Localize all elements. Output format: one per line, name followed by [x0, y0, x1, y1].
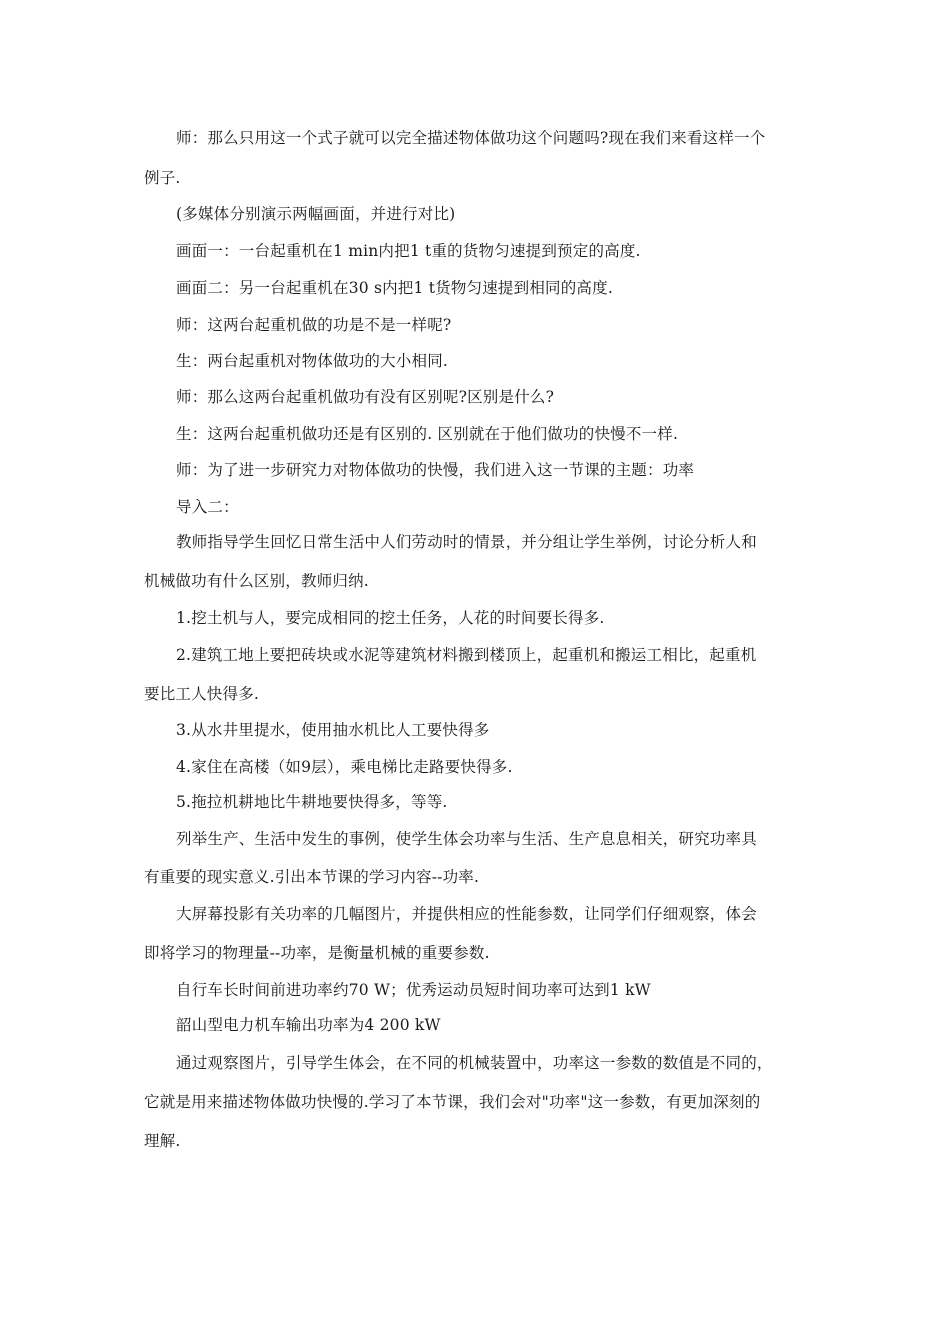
text-line: 师：这两台起重机做的功是不是一样呢?	[176, 316, 452, 334]
text-line: 机械做功有什么区别，教师归纳.	[144, 572, 369, 590]
text-line: 画面二：另一台起重机在30 s内把1 t货物匀速提到相同的高度.	[176, 279, 613, 297]
text-line: 生：两台起重机对物体做功的大小相同.	[176, 352, 449, 370]
text-line: 师：那么只用这一个式子就可以完全描述物体做功这个问题吗?现在我们来看这样一个	[176, 129, 766, 147]
text-line: 韶山型电力机车输出功率为4 200 kW	[176, 1016, 441, 1034]
text-line: 理解.	[144, 1132, 181, 1150]
text-line: 4.家住在高楼（如9层），乘电梯比走路要快得多.	[176, 758, 513, 776]
text-line: 它就是用来描述物体做功快慢的.学习了本节课，我们会对"功率"这一参数，有更加深刻的	[144, 1093, 761, 1111]
text-line: 即将学习的物理量--功率，是衡量机械的重要参数.	[144, 944, 490, 962]
text-line: 自行车长时间前进功率约70 W；优秀运动员短时间功率可达到1 kW	[176, 981, 651, 999]
text-line: 画面一：一台起重机在1 min内把1 t重的货物匀速提到预定的高度.	[176, 242, 641, 260]
text-line: 师：那么这两台起重机做功有没有区别呢?区别是什么?	[176, 388, 555, 406]
text-line: 要比工人快得多.	[144, 685, 260, 703]
text-line: 通过观察图片，引导学生体会，在不同的机械装置中，功率这一参数的数值是不同的，	[176, 1054, 773, 1072]
text-line: 教师指导学生回忆日常生活中人们劳动时的情景，并分组让学生举例，讨论分析人和	[176, 533, 757, 551]
text-line: 导入二：	[176, 498, 239, 516]
text-line: 例子.	[144, 169, 181, 187]
text-line: (多媒体分别演示两幅画面，并进行对比)	[176, 205, 456, 223]
text-line: 生：这两台起重机做功还是有区别的. 区别就在于他们做功的快慢不一样.	[176, 425, 679, 443]
text-line: 列举生产、生活中发生的事例，使学生体会功率与生活、生产息息相关，研究功率具	[176, 830, 757, 848]
text-line: 3.从水井里提水，使用抽水机比人工要快得多	[176, 721, 490, 739]
text-line: 有重要的现实意义.引出本节课的学习内容--功率.	[144, 868, 480, 886]
text-line: 大屏幕投影有关功率的几幅图片，并提供相应的性能参数，让同学们仔细观察，体会	[176, 905, 757, 923]
text-line: 5.拖拉机耕地比牛耕地要快得多，等等.	[176, 793, 448, 811]
text-line: 师：为了进一步研究力对物体做功的快慢，我们进入这一节课的主题：功率	[176, 461, 695, 479]
text-line: 2.建筑工地上要把砖块或水泥等建筑材料搬到楼顶上，起重机和搬运工相比，起重机	[176, 646, 757, 664]
text-line: 1.挖土机与人，要完成相同的挖土任务，人花的时间要长得多.	[176, 609, 605, 627]
